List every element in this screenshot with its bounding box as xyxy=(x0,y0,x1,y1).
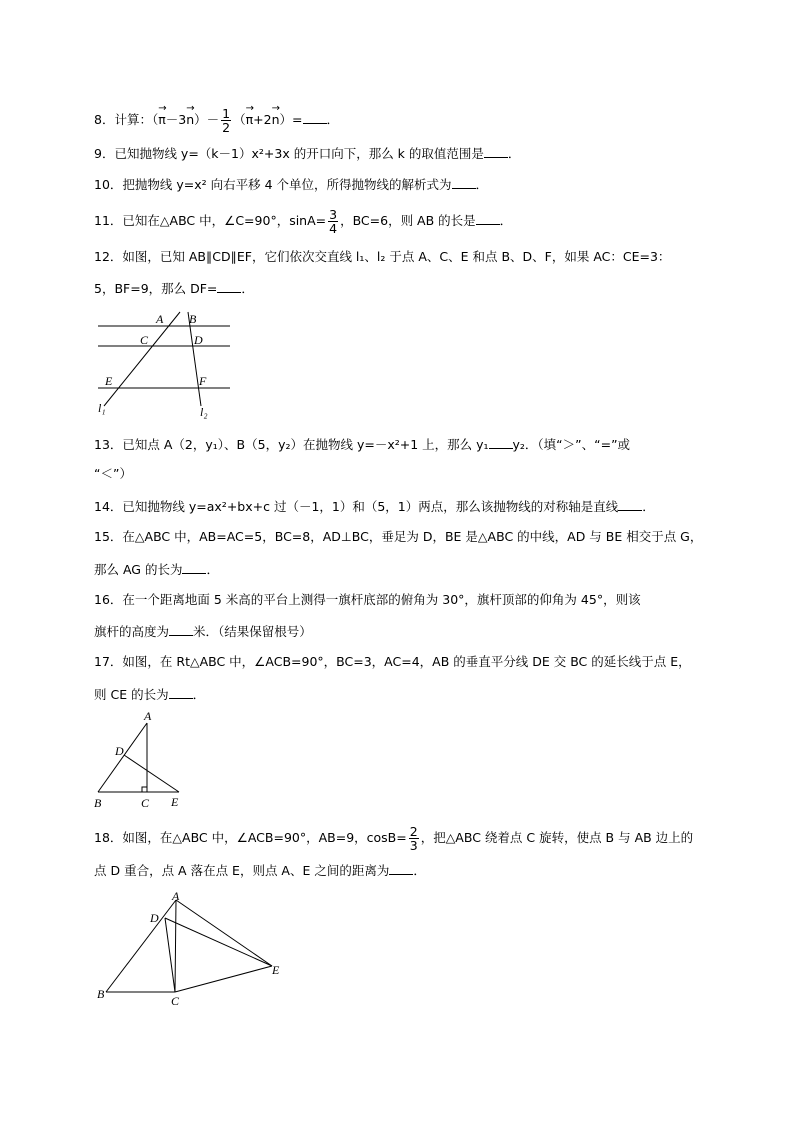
question-12-line-1: 12．如图，已知 AB∥CD∥EF，它们依次交直线 l₁、l₂ 于点 A、C、E 和点 B、D、F，如果 AC：CE=3： xyxy=(94,249,671,264)
label-b: B xyxy=(189,312,197,326)
right-angle-mark xyxy=(142,787,147,792)
question-18-line-2: 点 D 重合，点 A 落在点 E，则点 A、E 之间的距离为 ． xyxy=(94,863,426,878)
question-15-line-2: 那么 AG 的长为 ． xyxy=(94,562,219,577)
label-c: C xyxy=(140,333,149,347)
label-a: A xyxy=(144,709,152,723)
question-17-line-1: 17．如图，在 Rt△ABC 中，∠ACB=90°，BC=3，AC=4，AB 的垂直平分线 DE 交 BC 的延长线于点 E， xyxy=(94,654,691,669)
label-e: E xyxy=(171,795,179,809)
question-16-line-2: 旗杆的高度为 米．（结果保留根号） xyxy=(94,624,312,639)
question-13-line-2: “＜”） xyxy=(94,466,132,481)
question-18-line-1: 18．如图，在△ABC 中，∠ACB=90°，AB=9，cosB= $\frac{2}{3}$ ，把△ABC 绕着点 C 旋转，使点 B 与 AB 边上的 xyxy=(94,824,694,853)
segment-ae xyxy=(176,900,272,966)
segment-ce xyxy=(175,966,272,992)
question-17-line-2: 则 CE 的长为 ． xyxy=(94,687,206,702)
segment-dc xyxy=(165,918,175,992)
label-c: C xyxy=(141,796,150,810)
question-11: 11．已知在△ABC 中，∠C=90°，sinA= $\frac{3}{4}$ ，BC=6，则 AB 的长是 ． xyxy=(94,207,513,236)
question-8: 8．计算：（→ π－3→ n）－ $\frac{1}{2}$ （→ π+2→ n）= ． xyxy=(94,107,339,134)
label-e: E xyxy=(105,374,113,388)
answer-blank xyxy=(217,280,241,293)
label-b: B xyxy=(97,987,105,1001)
question-15-line-1: 15．在△ABC 中，AB=AC=5，BC=8，AD⊥BC，垂足为 D，BE 是△ABC 的中线，AD 与 BE 相交于点 G， xyxy=(94,529,703,544)
question-10: 10．把抛物线 y=x² 向右平移 4 个单位，所得抛物线的解析式为 ． xyxy=(94,177,489,192)
answer-blank xyxy=(452,176,476,189)
label-l1: l₁ xyxy=(98,401,106,415)
question-16-line-1: 16．在一个距离地面 5 米高的平台上测得一旗杆底部的俯角为 30°，旗杆顶部的仰角为 45°，则该 xyxy=(94,592,641,607)
answer-blank xyxy=(182,561,206,574)
segment-de xyxy=(124,755,179,792)
figure-17-right-triangle xyxy=(90,708,190,810)
answer-blank xyxy=(618,498,642,511)
answer-blank xyxy=(389,862,413,875)
fraction: $\frac{3}{4}$ xyxy=(329,207,338,236)
label-a: A xyxy=(156,312,164,326)
answer-blank xyxy=(169,686,193,699)
label-a: A xyxy=(172,889,180,903)
segment-de xyxy=(165,918,272,966)
question-12-line-2: 5，BF=9，那么 DF= ． xyxy=(94,281,254,296)
fraction: $\frac{2}{3}$ xyxy=(409,824,418,853)
figure-18-rotation xyxy=(92,888,292,1010)
answer-blank xyxy=(169,623,193,636)
figure-12-parallel-lines xyxy=(94,308,244,420)
label-d: D xyxy=(150,911,159,925)
label-d: D xyxy=(194,333,203,347)
answer-blank xyxy=(303,111,327,124)
label-e: E xyxy=(272,963,280,977)
question-14: 14．已知抛物线 y=ax²+bx+c 过（－1，1）和（5，1）两点，那么该抛物线的对称轴是直线 ． xyxy=(94,499,655,514)
question-13-line-1: 13．已知点 A（2，y₁）、B（5，y₂）在抛物线 y=－x²+1 上，那么 y₁ y₂．（填“＞”、“=”或 xyxy=(94,437,631,452)
fraction: $\frac{1}{2}$ xyxy=(222,106,231,135)
segment-ac xyxy=(175,900,176,992)
label-c: C xyxy=(171,994,180,1008)
label-b: B xyxy=(94,796,102,810)
question-9: 9．已知抛物线 y=（k－1）x²+3x 的开口向下，那么 k 的取值范围是 ． xyxy=(94,146,521,161)
label-l2: l₂ xyxy=(200,405,208,419)
label-f: F xyxy=(199,374,207,388)
label-d: D xyxy=(115,744,124,758)
answer-blank xyxy=(489,436,513,449)
answer-blank xyxy=(484,145,508,158)
answer-blank xyxy=(476,212,500,225)
segment-ba xyxy=(106,900,176,992)
